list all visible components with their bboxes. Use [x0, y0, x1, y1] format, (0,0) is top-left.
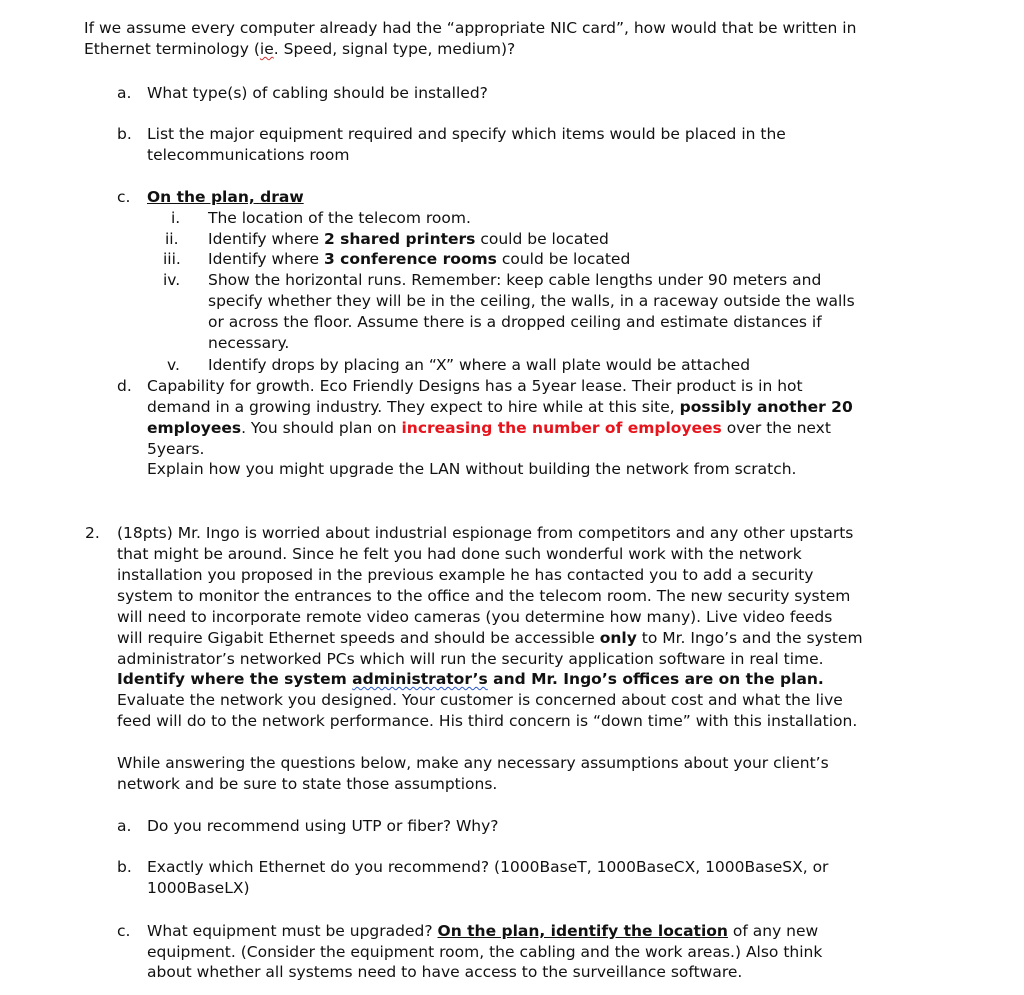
item-d-line-1: Capability for growth. Eco Friendly Designs has a 5year lease. Their product is in hot	[147, 377, 803, 395]
intro-line-2: Ethernet terminology (ie. Speed, signal type, medium)?	[84, 40, 516, 58]
q2-line-8: Identify where the system administrator’s and Mr. Ingo’s offices are on the plan.	[117, 670, 824, 688]
q2-c-line-1: What equipment must be upgraded? On the plan, identify the location of any new	[147, 922, 819, 940]
q2-c-line-3: about whether all systems need to have access to the surveillance software.	[147, 963, 743, 981]
q2-line-7: administrator’s networked PCs which will run the security application software in real time.	[117, 650, 824, 668]
q2-assumptions-line-2: network and be sure to state those assumptions.	[117, 775, 498, 793]
sub-iii-text: Identify where 3 conference rooms could be located	[208, 250, 631, 268]
sub-iv-line-4: necessary.	[208, 334, 290, 352]
q2-assumptions-line-1: While answering the questions below, make any necessary assumptions about your client’s	[117, 754, 829, 772]
q2-line-4: system to monitor the entrances to the office and the telecom room. The new security system	[117, 587, 851, 605]
item-b-marker: b.	[117, 125, 132, 143]
sub-iii-marker: iii.	[163, 250, 181, 268]
q2-b-line-1: Exactly which Ethernet do you recommend? (1000BaseT, 1000BaseCX, 1000BaseSX, or	[147, 858, 829, 876]
spellcheck-ie: ie	[259, 40, 274, 58]
q2-line-3: installation you proposed in the previous example he has contacted you to add a security	[117, 566, 814, 584]
q2-line-10: feed will do to the network performance. His third concern is “down time” with this installation.	[117, 712, 858, 730]
sub-i-marker: i.	[171, 209, 181, 227]
sub-ii-marker: ii.	[165, 230, 179, 248]
item-d-line-4: 5years.	[147, 440, 205, 458]
item-c-marker: c.	[117, 188, 131, 206]
q2-line-6: will require Gigabit Ethernet speeds and should be accessible only to Mr. Ingo’s and the system	[117, 629, 863, 647]
item-d-line-3: employees. You should plan on increasing the number of employees over the next	[147, 419, 831, 437]
sub-iv-line-3: or across the floor. Assume there is a dropped ceiling and estimate distances if	[208, 313, 822, 331]
item-b-line-1: List the major equipment required and specify which items would be placed in the	[147, 125, 786, 143]
intro-line-1: If we assume every computer already had the “appropriate NIC card”, how would that be written in	[84, 19, 857, 37]
grammar-check-administrators: administrator’s	[352, 670, 488, 688]
q2-c-line-2: equipment. (Consider the equipment room, the cabling and the work areas.) Also think	[147, 943, 823, 961]
q2-b-line-2: 1000BaseLX)	[147, 879, 250, 897]
item-c-heading: On the plan, draw	[147, 188, 304, 206]
q2-line-9: Evaluate the network you designed. Your customer is concerned about cost and what the live	[117, 691, 843, 709]
item-a-marker: a.	[117, 84, 132, 102]
sub-iv-line-1: Show the horizontal runs. Remember: keep cable lengths under 90 meters and	[208, 271, 822, 289]
q2-a-marker: a.	[117, 817, 132, 835]
q2-line-2: that might be around. Since he felt you had done such wonderful work with the network	[117, 545, 802, 563]
item-d-marker: d.	[117, 377, 132, 395]
sub-i-text: The location of the telecom room.	[208, 209, 471, 227]
item-b-line-2: telecommunications room	[147, 146, 350, 164]
q2-b-marker: b.	[117, 858, 132, 876]
item-d-line-5: Explain how you might upgrade the LAN without building the network from scratch.	[147, 460, 797, 478]
q2-line-1: (18pts) Mr. Ingo is worried about industrial espionage from competitors and any other upstarts	[117, 524, 854, 542]
item-d-line-2: demand in a growing industry. They expect to hire while at this site, possibly another 20	[147, 398, 853, 416]
sub-ii-text: Identify where 2 shared printers could be located	[208, 230, 609, 248]
sub-iv-marker: iv.	[163, 271, 181, 289]
sub-v-marker: v.	[167, 356, 180, 374]
q2-a-text: Do you recommend using UTP or fiber? Why?	[147, 817, 499, 835]
sub-iv-line-2: specify whether they will be in the ceiling, the walls, in a raceway outside the walls	[208, 292, 855, 310]
q2-c-marker: c.	[117, 922, 131, 940]
sub-v-text: Identify drops by placing an “X” where a wall plate would be attached	[208, 356, 751, 374]
q2-line-5: will need to incorporate remote video cameras (you determine how many). Live video feeds	[117, 608, 833, 626]
item-a-text: What type(s) of cabling should be installed?	[147, 84, 488, 102]
question-2-marker: 2.	[85, 524, 100, 542]
